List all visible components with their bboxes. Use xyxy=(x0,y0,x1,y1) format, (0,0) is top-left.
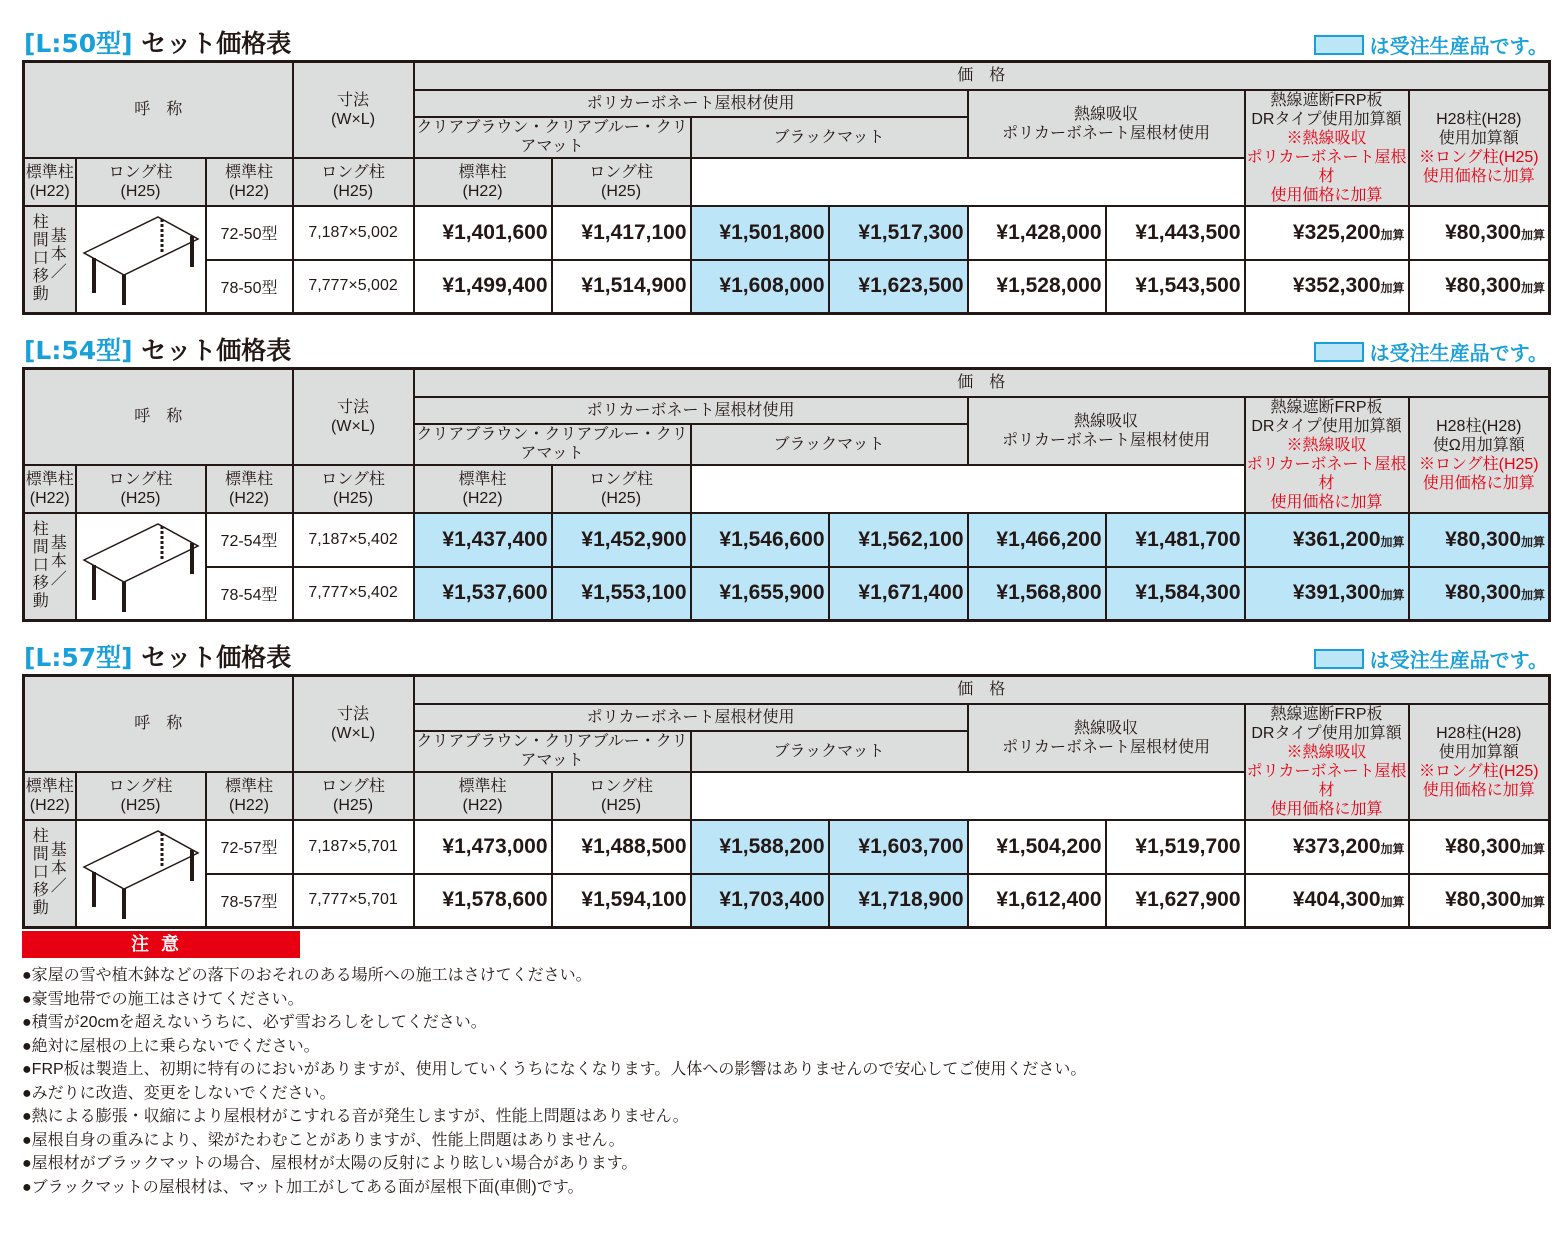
header-std-3 xyxy=(414,772,552,820)
section-header xyxy=(22,323,1548,367)
price-h28-add: ¥80,300加算 xyxy=(1409,820,1550,874)
caution-notes xyxy=(22,931,1222,1199)
std-height: (H22) xyxy=(29,489,70,507)
header-h28 xyxy=(1409,90,1550,206)
price-clear-std: ¥1,537,600 xyxy=(414,567,552,621)
h28-line1: H28柱(H28) xyxy=(1436,417,1522,435)
header-name: 呼 称 xyxy=(24,369,293,465)
h28-note2: 使用価格に加算 xyxy=(1422,167,1535,185)
model-name: 78-54型 xyxy=(206,567,293,621)
price-frp-add: ¥352,300加算 xyxy=(1245,260,1409,314)
frp-note1: ※熱線吸収 xyxy=(1286,129,1367,147)
category-col1: 柱 間 口 移 動 xyxy=(32,214,49,304)
header-frp xyxy=(1245,704,1409,820)
header-long-1 xyxy=(76,465,206,513)
header-dimension xyxy=(293,676,414,772)
legend-text: は受注生産品です。 xyxy=(1369,341,1548,365)
std-height: (H22) xyxy=(462,489,503,507)
price-heat-long: ¥1,627,900 xyxy=(1106,874,1245,928)
frp-note2: ポリカーボネート屋根材 xyxy=(1246,455,1407,492)
long-height: (H25) xyxy=(333,796,374,814)
section-code: [L:54型] xyxy=(24,336,133,365)
heat-line1: 熱線吸収 xyxy=(1074,719,1139,737)
heat-line2: ポリカーボネート屋根材使用 xyxy=(1002,738,1210,756)
std-height: (H22) xyxy=(462,796,503,814)
frp-note1: ※熱線吸収 xyxy=(1286,743,1367,761)
section-label: セット価格表 xyxy=(141,29,292,58)
table-row xyxy=(24,567,1550,621)
category-col2: 基 本 ／ xyxy=(50,535,67,589)
dimension: 7,187×5,701 xyxy=(293,820,414,874)
carport-diagram-icon xyxy=(76,513,206,621)
header-std-3 xyxy=(414,158,552,206)
header-long-3 xyxy=(552,772,691,820)
h28-line2: 使Ω用加算額 xyxy=(1432,436,1525,454)
dimension: 7,777×5,402 xyxy=(293,567,414,621)
section-label: セット価格表 xyxy=(141,336,292,365)
std-label: 標準柱 xyxy=(458,163,507,181)
header-h28 xyxy=(1409,397,1550,513)
price-heat-std: ¥1,568,800 xyxy=(968,567,1106,621)
header-std-2 xyxy=(206,158,293,206)
category-col2: 基 本 ／ xyxy=(50,228,67,282)
legend-swatch xyxy=(1314,342,1364,362)
carport-diagram-icon xyxy=(76,820,206,928)
h28-note2: 使用価格に加算 xyxy=(1422,781,1535,799)
dim-unit: (W×L) xyxy=(331,417,376,435)
header-long-1 xyxy=(76,772,206,820)
list-item: ●屋根材がブラックマットの場合、屋根材が太陽の反射により眩しい場合があります。 xyxy=(22,1155,638,1172)
std-height: (H22) xyxy=(229,489,270,507)
category-cell xyxy=(24,513,76,621)
price-clear-std: ¥1,401,600 xyxy=(414,206,552,260)
price-h28-add: ¥80,300加算 xyxy=(1409,513,1550,567)
h28-line1: H28柱(H28) xyxy=(1436,110,1522,128)
model-name: 72-57型 xyxy=(206,820,293,874)
heat-line2: ポリカーボネート屋根材使用 xyxy=(1002,431,1210,449)
price-black-std: ¥1,501,800 xyxy=(691,206,829,260)
category-cell xyxy=(24,820,76,928)
long-height: (H25) xyxy=(601,796,642,814)
long-label: ロング柱 xyxy=(321,163,385,181)
price-frp-add: ¥404,300加算 xyxy=(1245,874,1409,928)
std-height: (H22) xyxy=(229,796,270,814)
header-price: 価 格 xyxy=(414,62,1550,90)
header-name: 呼 称 xyxy=(24,62,293,158)
price-table xyxy=(22,674,1551,929)
section-label: セット価格表 xyxy=(141,643,292,672)
price-heat-long: ¥1,481,700 xyxy=(1106,513,1245,567)
model-name: 78-57型 xyxy=(206,874,293,928)
caution-list xyxy=(22,964,1222,1199)
frp-line2: DRタイプ使用加算額 xyxy=(1251,110,1402,128)
header-std-2 xyxy=(206,465,293,513)
frp-line2: DRタイプ使用加算額 xyxy=(1251,417,1402,435)
model-name: 72-50型 xyxy=(206,206,293,260)
price-h28-add: ¥80,300加算 xyxy=(1409,567,1550,621)
category-col1: 柱 間 口 移 動 xyxy=(32,828,49,918)
long-height: (H25) xyxy=(333,182,374,200)
list-item: ●積雪が20cmを超えないうちに、必ず雪おろしをしてください。 xyxy=(22,1014,487,1031)
std-label: 標準柱 xyxy=(25,777,74,795)
price-heat-long: ¥1,443,500 xyxy=(1106,206,1245,260)
price-black-long: ¥1,603,700 xyxy=(829,820,968,874)
header-h28 xyxy=(1409,704,1550,820)
long-label: ロング柱 xyxy=(321,470,385,488)
header-black-matte: ブラックマット xyxy=(691,117,968,158)
price-black-long: ¥1,718,900 xyxy=(829,874,968,928)
dim-unit: (W×L) xyxy=(331,724,376,742)
made-to-order-legend xyxy=(1314,30,1548,59)
header-clear: クリアブラウン・クリアブルー・クリアマット xyxy=(414,424,691,465)
h28-note2: 使用価格に加算 xyxy=(1422,474,1535,492)
heat-line1: 熱線吸収 xyxy=(1074,105,1139,123)
model-name: 78-50型 xyxy=(206,260,293,314)
std-height: (H22) xyxy=(29,182,70,200)
price-frp-add: ¥361,200加算 xyxy=(1245,513,1409,567)
std-label: 標準柱 xyxy=(225,470,274,488)
list-item: ●屋根自身の重みにより、梁がたわむことがありますが、性能上問題はありません。 xyxy=(22,1131,625,1149)
price-heat-std: ¥1,504,200 xyxy=(968,820,1106,874)
h28-note1: ※ロング柱(H25) xyxy=(1418,148,1539,166)
long-label: ロング柱 xyxy=(589,777,653,795)
price-heat-std: ¥1,466,200 xyxy=(968,513,1106,567)
header-std-2 xyxy=(206,772,293,820)
h28-line2: 使用加算額 xyxy=(1438,743,1519,761)
header-polycarbonate: ポリカーボネート屋根材使用 xyxy=(414,397,968,424)
section-title xyxy=(24,331,291,367)
price-clear-std: ¥1,473,000 xyxy=(414,820,552,874)
price-section-l54 xyxy=(22,323,1548,622)
frp-note3: 使用価格に加算 xyxy=(1270,186,1383,204)
frp-note3: 使用価格に加算 xyxy=(1270,800,1383,818)
header-price: 価 格 xyxy=(414,369,1550,397)
price-heat-std: ¥1,428,000 xyxy=(968,206,1106,260)
category-col2: 基 本 ／ xyxy=(50,842,67,896)
table-row xyxy=(24,874,1550,928)
std-label: 標準柱 xyxy=(225,777,274,795)
section-header xyxy=(22,630,1548,674)
section-title xyxy=(24,638,291,674)
made-to-order-legend xyxy=(1314,337,1548,366)
header-long-2 xyxy=(293,465,414,513)
header-frp xyxy=(1245,397,1409,513)
price-heat-long: ¥1,543,500 xyxy=(1106,260,1245,314)
price-black-long: ¥1,562,100 xyxy=(829,513,968,567)
price-heat-long: ¥1,519,700 xyxy=(1106,820,1245,874)
price-h28-add: ¥80,300加算 xyxy=(1409,874,1550,928)
header-heat-absorb xyxy=(968,90,1245,158)
header-name: 呼 称 xyxy=(24,676,293,772)
std-height: (H22) xyxy=(29,796,70,814)
frp-line1: 熱線遮断FRP板 xyxy=(1270,398,1383,416)
price-table xyxy=(22,60,1551,315)
table-row xyxy=(24,206,1550,260)
frp-note3: 使用価格に加算 xyxy=(1270,493,1383,511)
category-col1: 柱 間 口 移 動 xyxy=(32,521,49,611)
long-label: ロング柱 xyxy=(108,163,173,181)
price-heat-std: ¥1,528,000 xyxy=(968,260,1106,314)
price-table xyxy=(22,367,1551,622)
price-clear-long: ¥1,452,900 xyxy=(552,513,691,567)
long-height: (H25) xyxy=(120,489,161,507)
price-clear-long: ¥1,514,900 xyxy=(552,260,691,314)
long-label: ロング柱 xyxy=(321,777,385,795)
header-black-matte: ブラックマット xyxy=(691,731,968,772)
long-label: ロング柱 xyxy=(108,470,173,488)
h28-note1: ※ロング柱(H25) xyxy=(1418,455,1539,473)
dim-unit: (W×L) xyxy=(331,110,376,128)
heat-line1: 熱線吸収 xyxy=(1074,412,1139,430)
header-heat-absorb xyxy=(968,704,1245,772)
section-header xyxy=(22,16,1548,60)
list-item: ●みだりに改造、変更をしないでください。 xyxy=(22,1084,336,1102)
price-black-std: ¥1,655,900 xyxy=(691,567,829,621)
frp-line1: 熱線遮断FRP板 xyxy=(1270,91,1383,109)
price-black-long: ¥1,671,400 xyxy=(829,567,968,621)
table-row xyxy=(24,513,1550,567)
header-clear: クリアブラウン・クリアブルー・クリアマット xyxy=(414,731,691,772)
dimension: 7,777×5,002 xyxy=(293,260,414,314)
long-label: ロング柱 xyxy=(108,777,173,795)
dimension: 7,777×5,701 xyxy=(293,874,414,928)
legend-swatch xyxy=(1314,35,1364,55)
price-black-std: ¥1,608,000 xyxy=(691,260,829,314)
std-label: 標準柱 xyxy=(458,470,507,488)
header-long-2 xyxy=(293,772,414,820)
price-h28-add: ¥80,300加算 xyxy=(1409,260,1550,314)
section-code: [L:57型] xyxy=(24,643,133,672)
legend-swatch xyxy=(1314,649,1364,669)
heat-line2: ポリカーボネート屋根材使用 xyxy=(1002,124,1210,142)
price-frp-add: ¥391,300加算 xyxy=(1245,567,1409,621)
header-long-1 xyxy=(76,158,206,206)
frp-note1: ※熱線吸収 xyxy=(1286,436,1367,454)
list-item: ●家屋の雪や植木鉢などの落下のおそれのある場所への施工はさけてください。 xyxy=(22,967,592,984)
header-std-1 xyxy=(24,158,76,206)
price-black-std: ¥1,546,600 xyxy=(691,513,829,567)
dimension: 7,187×5,002 xyxy=(293,206,414,260)
frp-note2: ポリカーボネート屋根材 xyxy=(1246,762,1407,799)
price-clear-std: ¥1,499,400 xyxy=(414,260,552,314)
table-row xyxy=(24,260,1550,314)
header-long-3 xyxy=(552,465,691,513)
header-clear: クリアブラウン・クリアブルー・クリアマット xyxy=(414,117,691,158)
header-long-2 xyxy=(293,158,414,206)
section-code: [L:50型] xyxy=(24,29,133,58)
list-item: ●ブラックマットの屋根材は、マット加工がしてある面が屋根下面(車側)です。 xyxy=(22,1178,584,1196)
legend-text: は受注生産品です。 xyxy=(1369,34,1548,58)
list-item: ●熱による膨張・収縮により屋根材がこすれる音が発生しますが、性能上問題はありません。 xyxy=(22,1108,689,1125)
carport-diagram-icon xyxy=(76,206,206,314)
dim-label: 寸法 xyxy=(337,91,370,109)
price-clear-std: ¥1,437,400 xyxy=(414,513,552,567)
std-label: 標準柱 xyxy=(458,777,507,795)
model-name: 72-54型 xyxy=(206,513,293,567)
h28-note1: ※ロング柱(H25) xyxy=(1418,762,1539,780)
price-black-long: ¥1,517,300 xyxy=(829,206,968,260)
price-clear-long: ¥1,553,100 xyxy=(552,567,691,621)
list-item: ●FRP板は製造上、初期に特有のにおいがありますが、使用していくうちになくなります。人体への影響はありませんので安心してご使用ください。 xyxy=(22,1061,1087,1078)
made-to-order-legend xyxy=(1314,644,1548,673)
price-clear-long: ¥1,488,500 xyxy=(552,820,691,874)
std-height: (H22) xyxy=(229,182,270,200)
long-height: (H25) xyxy=(333,489,374,507)
table-row xyxy=(24,820,1550,874)
header-heat-absorb xyxy=(968,397,1245,465)
price-clear-long: ¥1,594,100 xyxy=(552,874,691,928)
price-frp-add: ¥373,200加算 xyxy=(1245,820,1409,874)
long-height: (H25) xyxy=(120,796,161,814)
dim-label: 寸法 xyxy=(337,398,370,416)
header-black-matte: ブラックマット xyxy=(691,424,968,465)
price-heat-std: ¥1,612,400 xyxy=(968,874,1106,928)
list-item: ●豪雪地帯での施工はさけてください。 xyxy=(22,990,304,1008)
section-title xyxy=(24,24,291,60)
long-height: (H25) xyxy=(601,489,642,507)
price-heat-long: ¥1,584,300 xyxy=(1106,567,1245,621)
price-clear-std: ¥1,578,600 xyxy=(414,874,552,928)
category-cell xyxy=(24,206,76,314)
price-clear-long: ¥1,417,100 xyxy=(552,206,691,260)
header-frp xyxy=(1245,90,1409,206)
h28-line2: 使用加算額 xyxy=(1438,129,1519,147)
std-label: 標準柱 xyxy=(225,163,274,181)
header-polycarbonate: ポリカーボネート屋根材使用 xyxy=(414,90,968,117)
price-black-long: ¥1,623,500 xyxy=(829,260,968,314)
price-frp-add: ¥325,200加算 xyxy=(1245,206,1409,260)
list-item: ●絶対に屋根の上に乗らないでください。 xyxy=(22,1037,320,1055)
h28-line1: H28柱(H28) xyxy=(1436,724,1522,742)
header-long-3 xyxy=(552,158,691,206)
header-dimension xyxy=(293,62,414,158)
long-height: (H25) xyxy=(120,182,161,200)
std-label: 標準柱 xyxy=(25,470,74,488)
dimension: 7,187×5,402 xyxy=(293,513,414,567)
header-std-1 xyxy=(24,772,76,820)
header-std-3 xyxy=(414,465,552,513)
price-section-l50 xyxy=(22,16,1548,315)
price-h28-add: ¥80,300加算 xyxy=(1409,206,1550,260)
header-price: 価 格 xyxy=(414,676,1550,704)
frp-line2: DRタイプ使用加算額 xyxy=(1251,724,1402,742)
price-black-std: ¥1,588,200 xyxy=(691,820,829,874)
std-label: 標準柱 xyxy=(25,163,74,181)
price-section-l57 xyxy=(22,630,1548,929)
header-dimension xyxy=(293,369,414,465)
frp-line1: 熱線遮断FRP板 xyxy=(1270,705,1383,723)
header-std-1 xyxy=(24,465,76,513)
dim-label: 寸法 xyxy=(337,705,370,723)
price-black-std: ¥1,703,400 xyxy=(691,874,829,928)
long-label: ロング柱 xyxy=(589,163,653,181)
frp-note2: ポリカーボネート屋根材 xyxy=(1246,148,1407,185)
caution-header: 注意 xyxy=(22,931,300,958)
long-label: ロング柱 xyxy=(589,470,653,488)
legend-text: は受注生産品です。 xyxy=(1369,648,1548,672)
std-height: (H22) xyxy=(462,182,503,200)
header-polycarbonate: ポリカーボネート屋根材使用 xyxy=(414,704,968,731)
long-height: (H25) xyxy=(601,182,642,200)
